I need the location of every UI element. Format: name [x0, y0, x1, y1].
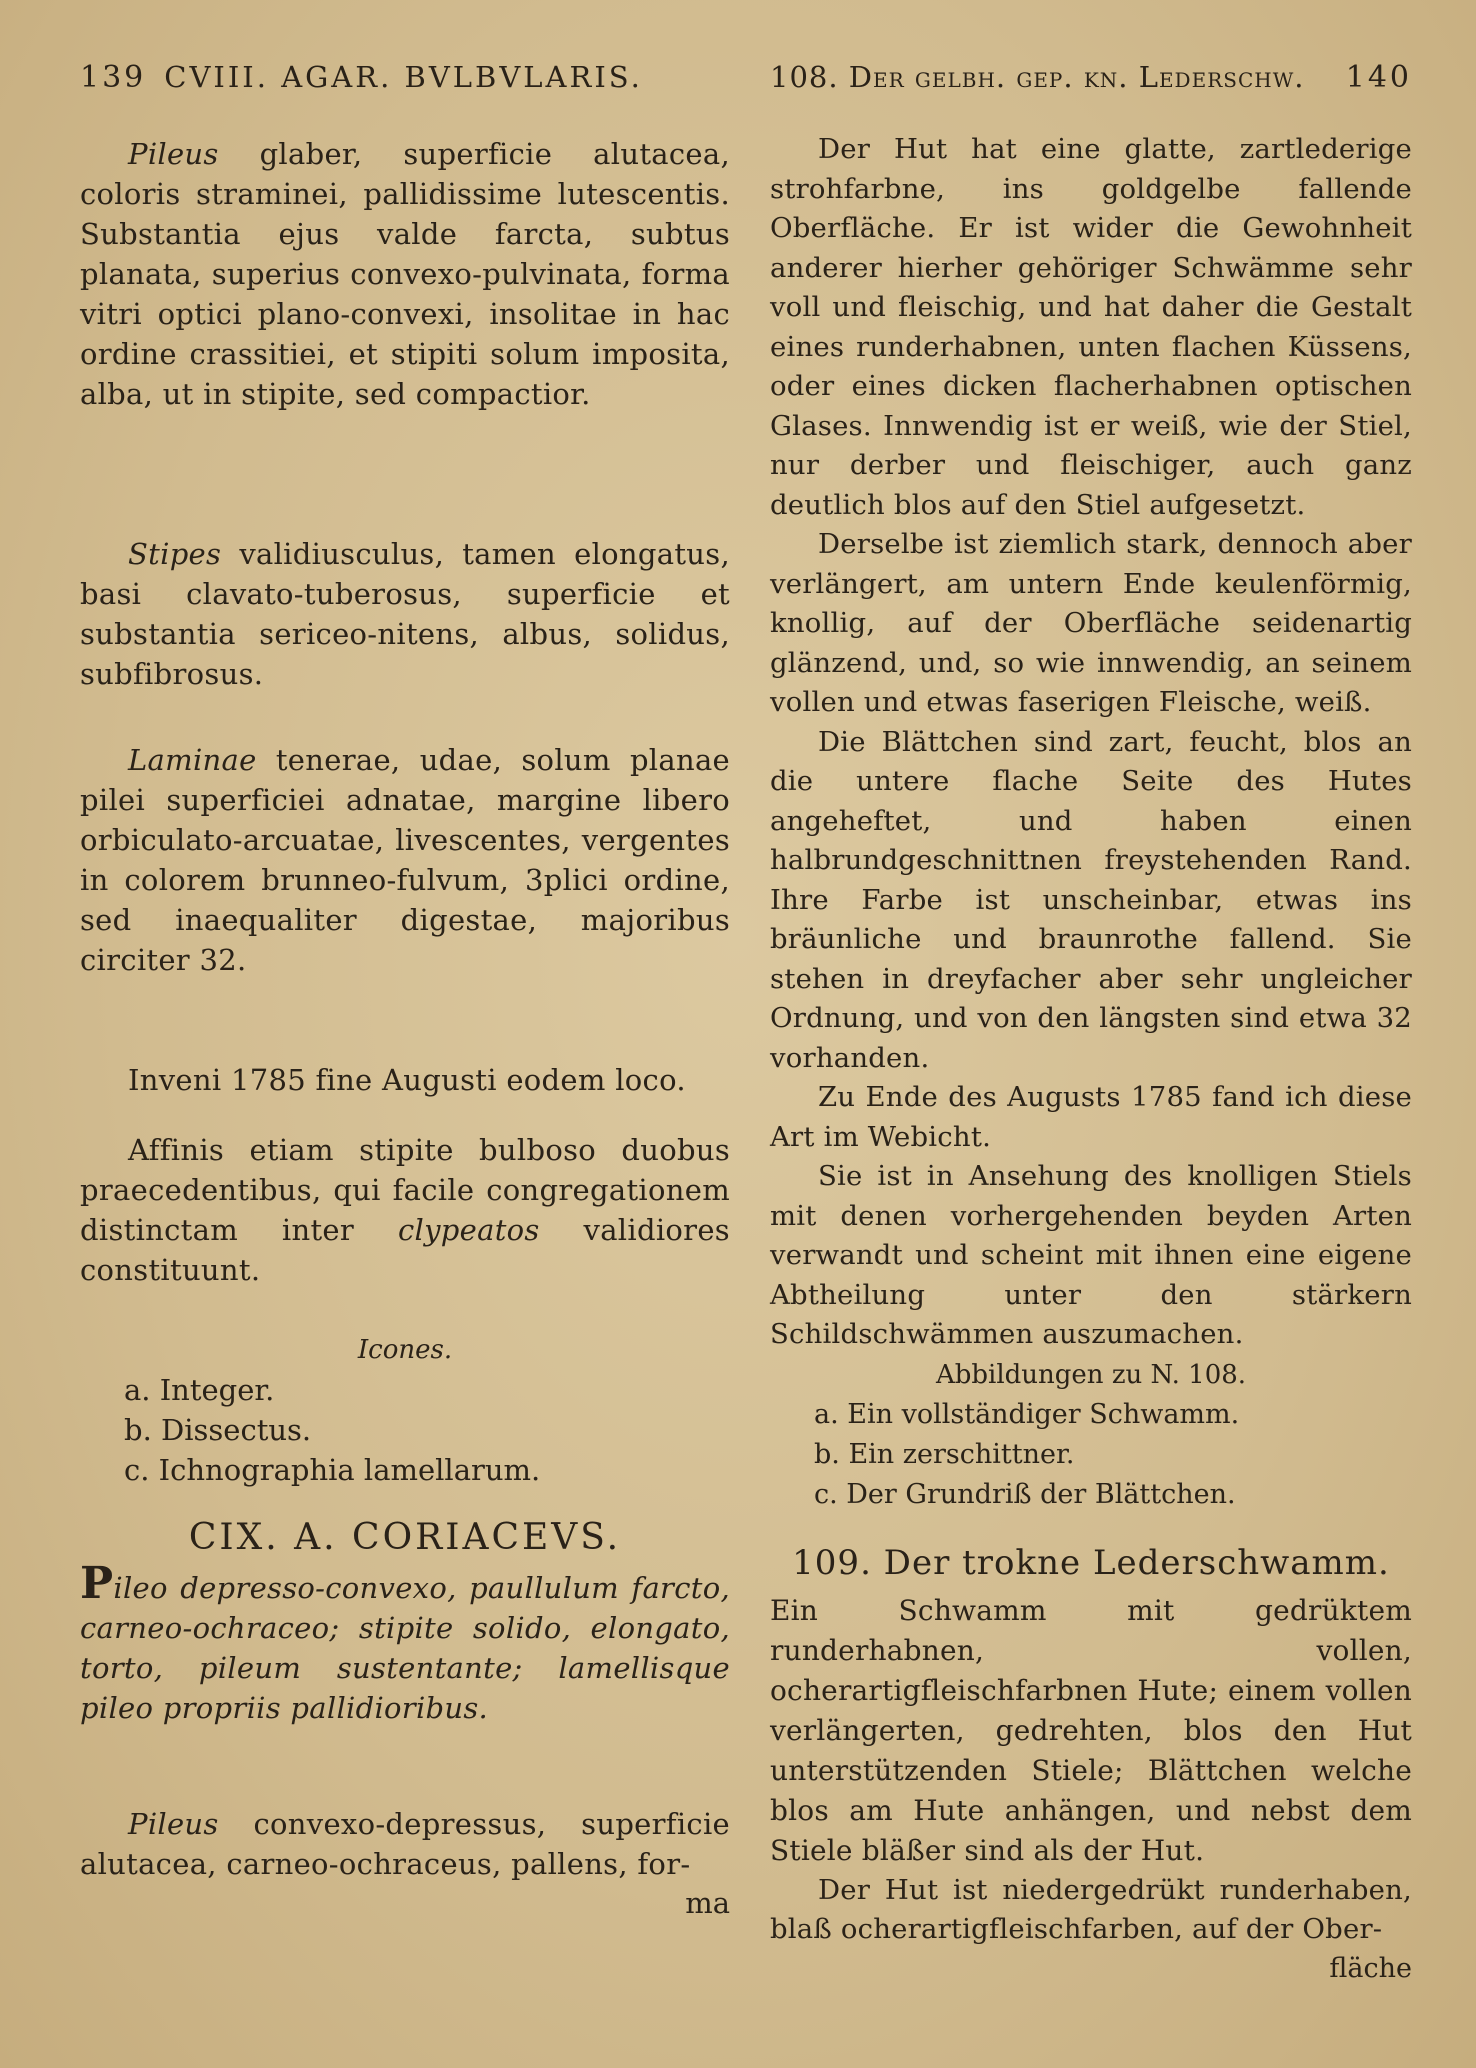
left-header-title: CVIII. AGAR. BVLBVLARIS. — [164, 60, 643, 94]
icones-item-a: a. Integer. — [124, 1373, 275, 1407]
german-paragraph-hut2: Der Hut ist niedergedrükt runderhaben, blaß ocherartigfleischfarben, auf der Ober- — [770, 1873, 1412, 1945]
german-paragraph-hut: Der Hut hat eine glatte, zartlederige strohfarbne, ins goldgelbe fallende Oberfläche. Er ist wider die Gewohnheit anderer hierher gehöriger Schwämme sehr voll und fleischig, und hat daher die Gestalt eines runderhabnen, unten flachen Küssens, oder eines dicken flacherhabnen optischen Glases. Innwendig ist er weiß, wie der Stiel, nur derber und fleischiger, auch ganz deutlich blos auf den Stiel aufgesetzt. — [770, 133, 1412, 521]
stipes-term: Stipes — [128, 537, 222, 571]
affinis-italic: clypeatos — [397, 1213, 540, 1247]
abbildung-item-b: b. Ein zerschittner. — [814, 1438, 1075, 1470]
german-paragraph-stiel: Derselbe ist ziemlich stark, dennoch aber verlängert, am untern Ende keulenförmig, knollig, auf der Oberfläche seidenartig glänzend, und, so wie innwendig, an seinem vollen und etwas faserigen Fleische, weiß. — [770, 528, 1412, 718]
abbildung-item-a: a. Ein vollständiger Schwamm. — [814, 1398, 1240, 1430]
abbildung-item-c: c. Der Grundriß der Blättchen. — [814, 1478, 1236, 1510]
right-species-heading: 109. Der trokne Lederschwamm. — [792, 1542, 1390, 1583]
stipes-paragraph — [80, 534, 730, 694]
right-page-number: 140 — [1345, 60, 1412, 95]
affinis-text-a: Affinis etiam stipite bulboso duobus praecedentibus, qui facile congregationem distinctam inter — [80, 1133, 730, 1247]
abbildungen-heading: Abbildungen zu N. 108. — [935, 1359, 1247, 1390]
pileus-paragraph — [80, 134, 730, 414]
icones-item-b: b. Dissectus. — [124, 1413, 312, 1447]
right-running-head — [770, 60, 1412, 120]
german-paragraph-fund: Zu Ende des Augusts 1785 fand ich diese Art im Webicht. — [770, 1081, 1412, 1153]
pileus-term: Pileus — [128, 137, 219, 171]
german-diagnosis: Ein Schwamm mit gedrüktem runderhabnen, vollen, ocherartigfleischfarbnen Hute; einem vollen verlängerten, gedrehten, blos den Hut unterstützenden Stiele; Blättchen welche blos am Hute anhängen, und nebst dem Stiele bläßer sind als der Hut. — [770, 1593, 1412, 1867]
inveni-paragraph: Inveni 1785 fine Augusti eodem loco. — [128, 1063, 686, 1097]
right-header-title: 108. Der gelbh. gep. kn. Lederschw. — [770, 60, 1305, 94]
left-page-number: 139 — [80, 60, 147, 95]
right-catchword: fläche — [1329, 1952, 1412, 1984]
pileus2-term: Pileus — [128, 1807, 219, 1841]
affinis-paragraph — [80, 1130, 730, 1290]
diagnosis-dropcap: P — [80, 1558, 114, 1609]
stipes-text: validiusculus, tamen elongatus, basi clavato-tuberosus, superficie et substantia sericeo-nitens, albus, solidus, subfibrosus. — [80, 537, 730, 691]
laminae-term: Laminae — [128, 743, 257, 777]
latin-diagnosis — [80, 1558, 730, 1728]
icones-heading: Icones. — [357, 1335, 453, 1365]
diagnosis-text: ileo depresso-convexo, paullulum farcto, carneo-ochraceo; stipite solido, elongato, torto, pileum sustentante; lamellisque pileo propriis pallidioribus. — [80, 1571, 730, 1725]
left-catchword: ma — [685, 1886, 730, 1920]
german-paragraph-verwandt: Sie ist in Ansehung des knolligen Stiels mit denen vorhergehenden beyden Arten verwandt und scheint mit ihnen eine eigene Abtheilung unter den stärkern Schildschwämmen auszumachen. — [770, 1160, 1412, 1350]
affinis-text-b: validiores constituunt. — [80, 1213, 730, 1287]
laminae-paragraph — [80, 740, 730, 980]
icones-item-c: c. Ichnographia lamellarum. — [124, 1453, 541, 1487]
pileus2-paragraph — [80, 1804, 730, 1884]
left-column-latin — [80, 60, 730, 1922]
left-running-head — [80, 60, 730, 120]
left-species-heading: CIX. A. CORIACEVS. — [188, 1517, 622, 1558]
laminae-text: tenerae, udae, solum planae pilei superficiei adnatae, margine libero orbiculato-arcuatae, livescentes, vergentes in colorem brunneo-fulvum, 3plici ordine, sed inaequaliter digestae, majoribus circiter 32. — [80, 743, 730, 977]
pileus-text: glaber, superficie alutacea, coloris straminei, pallidissime lutescentis. Substantia ejus valde farcta, subtus planata, superius convexo-pulvinata, forma vitri optici plano-convexi, insolitae in hac ordine crassitiei, et stipiti solum imposita, alba, ut in stipite, sed compactior. — [80, 137, 730, 411]
pileus2-text: convexo-depressus, superficie alutacea, carneo-ochraceus, pallens, for- — [80, 1807, 730, 1881]
german-paragraph-blaettchen: Die Blättchen sind zart, feucht, blos an die untere flache Seite des Hutes angeheftet, und haben einen halbrundgeschnittnen freystehenden Rand. Ihre Farbe ist unscheinbar, etwas ins bräunliche und braunrothe fallend. Sie stehen in dreyfacher aber sehr ungleicher Ordnung, und von den längsten sind etwa 32 vorhanden. — [770, 725, 1412, 1074]
right-column-german — [770, 60, 1412, 1988]
